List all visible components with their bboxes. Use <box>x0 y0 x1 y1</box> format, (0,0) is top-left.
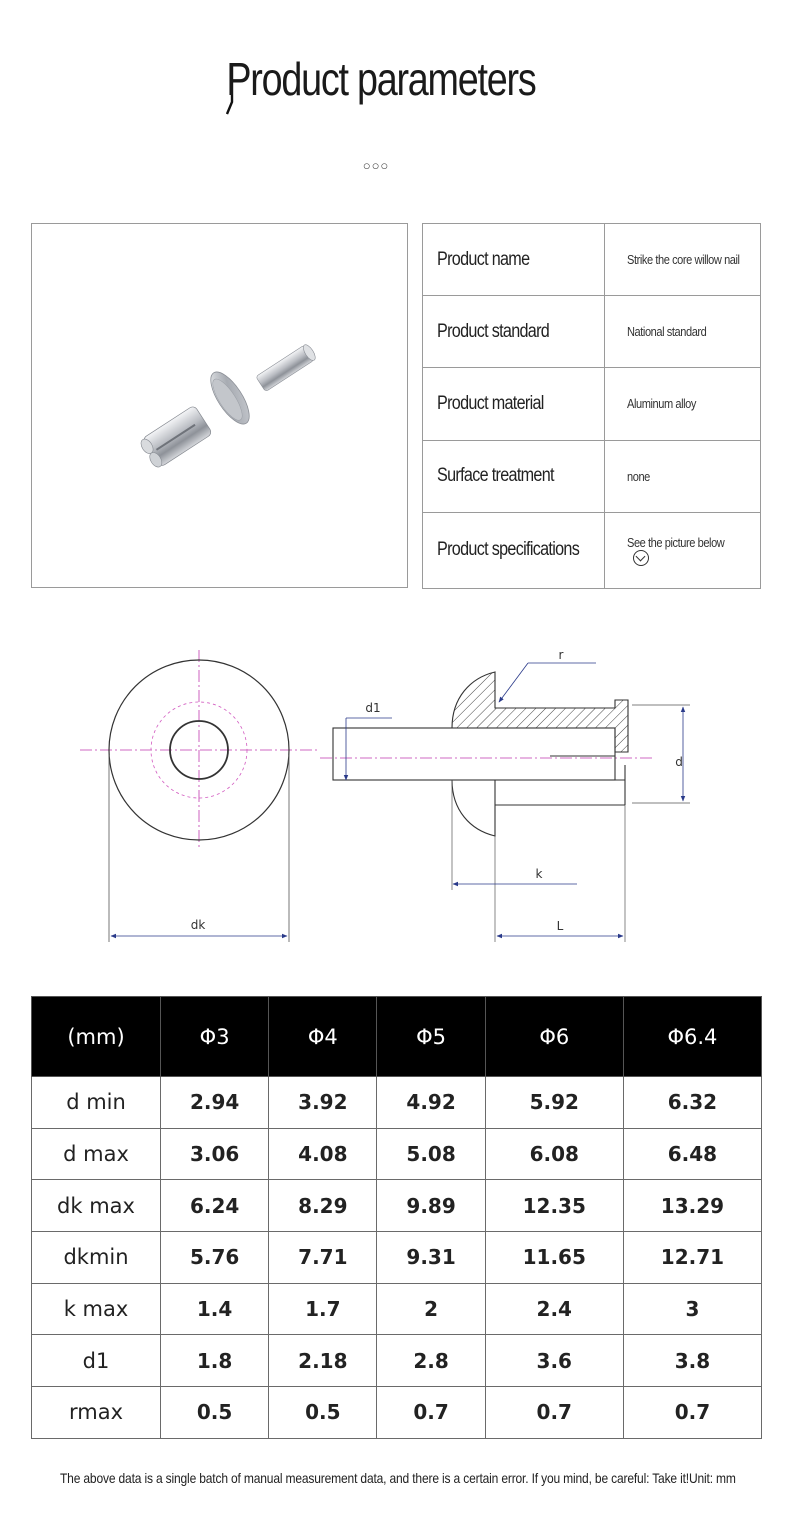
cell-value: 1.7 <box>269 1283 377 1335</box>
rivet-technical-drawing <box>0 630 790 950</box>
cell-value: 3.06 <box>161 1128 269 1180</box>
table-row <box>32 1077 762 1129</box>
cell-value: 2.94 <box>161 1077 269 1129</box>
cell-value: 2.8 <box>377 1335 485 1387</box>
cell-value: 4.08 <box>269 1128 377 1180</box>
dimension-spec-table <box>31 996 762 1439</box>
cell-value: 2 <box>377 1283 485 1335</box>
disclaimer-footer: The above data is a single batch of manual measurement data, and there is a certain error. If you mind, be careful: Take it!Unit: mm <box>60 1470 736 1486</box>
product-info-table <box>422 223 761 589</box>
info-value: none <box>605 440 761 512</box>
spec-header-unit: (mm) <box>32 997 161 1077</box>
cell-value: 6.32 <box>623 1077 761 1129</box>
rivet-photo-illustration <box>32 224 409 589</box>
cell-value: 2.4 <box>485 1283 623 1335</box>
cell-value: 7.71 <box>269 1232 377 1284</box>
info-row-standard <box>423 296 761 368</box>
info-row-material <box>423 368 761 440</box>
dim-label-r: r <box>558 648 564 662</box>
cell-value: 5.92 <box>485 1077 623 1129</box>
info-row-specifications <box>423 512 761 588</box>
info-label: Product standard <box>423 296 605 368</box>
info-value: National standard <box>605 296 761 368</box>
decorative-dots: ○○○ <box>362 158 390 173</box>
info-value: See the picture below <box>605 512 761 588</box>
cell-value: 13.29 <box>623 1180 761 1232</box>
cell-value: 0.7 <box>377 1387 485 1439</box>
info-row-surface <box>423 440 761 512</box>
cell-value: 2.18 <box>269 1335 377 1387</box>
dim-label-d: d <box>675 755 683 769</box>
side-view <box>320 648 690 942</box>
cell-value: 0.7 <box>623 1387 761 1439</box>
dim-label-dk: dk <box>190 918 206 932</box>
cell-value: 0.5 <box>161 1387 269 1439</box>
info-value: Aluminum alloy <box>605 368 761 440</box>
cell-value: 6.24 <box>161 1180 269 1232</box>
end-view <box>80 650 320 942</box>
cell-value: 4.92 <box>377 1077 485 1129</box>
cell-value: 3.92 <box>269 1077 377 1129</box>
chevron-down-circle-icon <box>633 550 649 566</box>
spec-header-size: Φ4 <box>269 997 377 1077</box>
dim-label-L: L <box>556 919 564 933</box>
info-value: Strike the core willow nail <box>605 224 761 296</box>
spec-header-row <box>32 997 762 1077</box>
cell-value: 1.8 <box>161 1335 269 1387</box>
product-photo <box>31 223 408 588</box>
spec-header-size: Φ5 <box>377 997 485 1077</box>
info-label: Product material <box>423 368 605 440</box>
spec-header-size: Φ3 <box>161 997 269 1077</box>
cell-value: 6.08 <box>485 1128 623 1180</box>
table-row <box>32 1180 762 1232</box>
info-label: Product specifications <box>423 512 605 588</box>
info-label: Surface treatment <box>423 440 605 512</box>
cell-value: 12.35 <box>485 1180 623 1232</box>
cell-value: 6.48 <box>623 1128 761 1180</box>
table-row <box>32 1283 762 1335</box>
table-row <box>32 1335 762 1387</box>
cell-value: 1.4 <box>161 1283 269 1335</box>
row-label: d min <box>32 1077 161 1129</box>
table-row <box>32 1128 762 1180</box>
row-label: d max <box>32 1128 161 1180</box>
page-title: Product parameters <box>226 53 536 105</box>
cell-value: 8.29 <box>269 1180 377 1232</box>
row-label: dkmin <box>32 1232 161 1284</box>
row-label: d1 <box>32 1335 161 1387</box>
table-row <box>32 1232 762 1284</box>
dim-label-k: k <box>535 867 543 881</box>
spec-header-size: Φ6 <box>485 997 623 1077</box>
cell-value: 12.71 <box>623 1232 761 1284</box>
cell-value: 3.8 <box>623 1335 761 1387</box>
cell-value: 3 <box>623 1283 761 1335</box>
row-label: k max <box>32 1283 161 1335</box>
cell-value: 5.76 <box>161 1232 269 1284</box>
cell-value: 5.08 <box>377 1128 485 1180</box>
info-label: Product name <box>423 224 605 296</box>
spec-header-size: Φ6.4 <box>623 997 761 1077</box>
info-row-name <box>423 224 761 296</box>
row-label: dk max <box>32 1180 161 1232</box>
cell-value: 9.31 <box>377 1232 485 1284</box>
table-row <box>32 1387 762 1439</box>
dim-label-d1: d1 <box>365 701 381 715</box>
cell-value: 3.6 <box>485 1335 623 1387</box>
cell-value: 9.89 <box>377 1180 485 1232</box>
cell-value: 0.7 <box>485 1387 623 1439</box>
cell-value: 11.65 <box>485 1232 623 1284</box>
cell-value: 0.5 <box>269 1387 377 1439</box>
row-label: rmax <box>32 1387 161 1439</box>
